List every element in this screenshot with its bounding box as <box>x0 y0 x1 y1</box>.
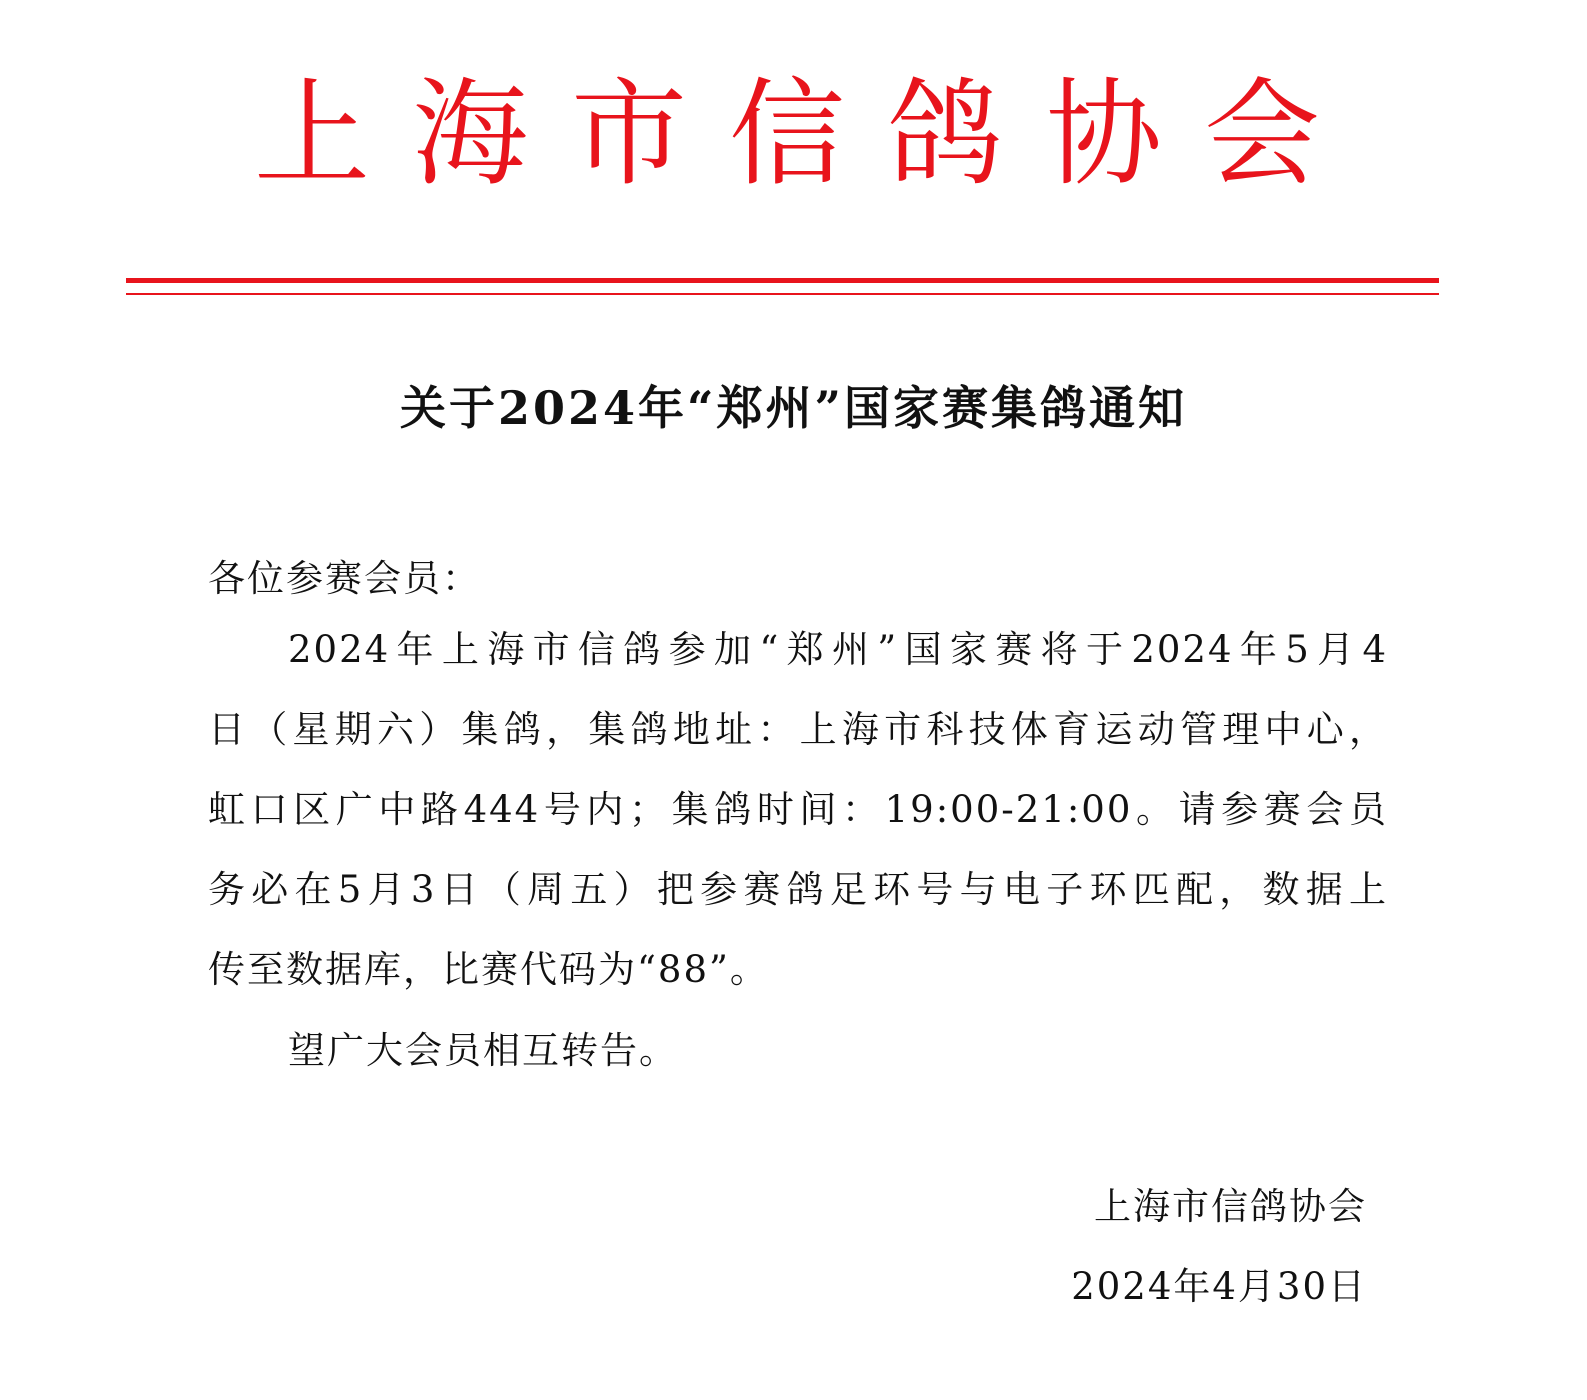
letterhead-divider-thick <box>126 278 1439 283</box>
letterhead-char: 会 <box>1204 67 1320 202</box>
signature-org: 上海市信鸽协会 <box>1094 1185 1367 1228</box>
letterhead-char: 海 <box>412 67 528 202</box>
body-line: 日（星期六）集鸽，集鸽地址：上海市科技体育运动管理中心， <box>208 708 1388 751</box>
org-letterhead <box>0 60 1587 210</box>
body-line: 务必在5月3日（周五）把参赛鸽足环号与电子环匹配，数据上 <box>208 868 1388 911</box>
body-line: 传至数据库，比赛代码为“88”。 <box>208 948 769 991</box>
letterhead-char: 市 <box>571 67 687 202</box>
notice-title: 关于2024年“郑州”国家赛集鸽通知 <box>400 381 1187 435</box>
letterhead-divider-thin <box>126 293 1439 295</box>
notice-body <box>208 622 1388 1022</box>
letterhead-char: 上 <box>254 67 370 202</box>
letterhead-char: 鸽 <box>887 67 1003 202</box>
closing-remark <box>208 1020 678 1074</box>
letterhead-char: 信 <box>729 67 845 202</box>
closing-text: 望广大会员相互转告。 <box>288 1029 678 1072</box>
body-line: 虹口区广中路444号内；集鸽时间：19:00-21:00。请参赛会员 <box>208 788 1388 831</box>
letterhead-char: 协 <box>1046 67 1162 202</box>
signature-date: 2024年4月30日 <box>1071 1265 1367 1308</box>
salutation: 各位参赛会员： <box>208 557 481 600</box>
body-line: 2024年上海市信鸽参加“郑州”国家赛将于2024年5月4 <box>288 628 1388 671</box>
